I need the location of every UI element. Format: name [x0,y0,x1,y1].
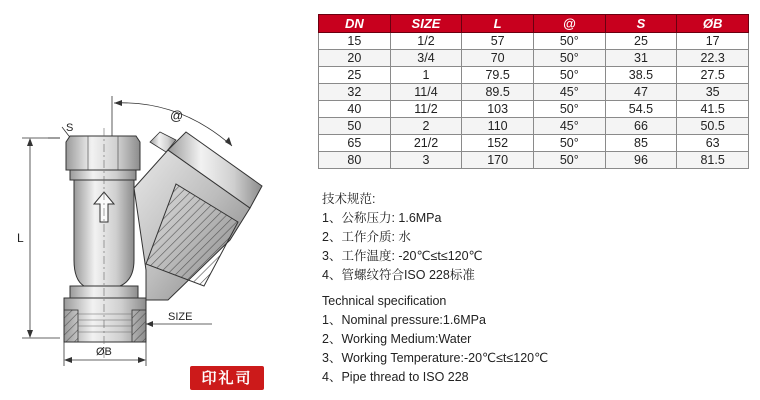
s-label: S [66,122,74,134]
table-cell: 20 [319,50,391,67]
header-s: S [605,15,677,33]
size-label: SIZE [168,311,193,323]
table-cell: 17 [677,33,749,50]
spec-table [318,14,749,169]
table-cell: 89.5 [462,84,534,101]
table-cell: 96 [605,152,677,169]
table-header-row [319,15,749,33]
diameter-dimension [64,342,146,366]
spec-english [322,292,548,387]
table-row [319,67,749,84]
table-cell: 35 [677,84,749,101]
table-cell: 22.3 [677,50,749,67]
table-cell: 50° [533,135,605,152]
table-cell: 81.5 [677,152,749,169]
header-angle: @ [533,15,605,33]
length-label: L [17,231,24,245]
header-dn: DN [319,15,391,33]
table-cell: 54.5 [605,101,677,118]
spec-english-item: 3、Working Temperature:-20℃≤t≤120℃ [322,351,549,365]
table-cell: 50.5 [677,118,749,135]
table-cell: 79.5 [462,67,534,84]
table-cell: 2 [390,118,462,135]
table-row [319,135,749,152]
table-cell: 3/4 [390,50,462,67]
table-cell: 21/2 [390,135,462,152]
table-cell: 70 [462,50,534,67]
table-cell: 50 [319,118,391,135]
header-l: L [462,15,534,33]
spec-chinese-item: 2、工作介质: 水 [322,230,411,244]
y-strainer-drawing [0,0,300,400]
spec-english-title: Technical specification [322,294,447,308]
table-cell: 110 [462,118,534,135]
table-cell: 65 [319,135,391,152]
spec-chinese-title: 技术规范: [322,192,376,206]
table-cell: 103 [462,101,534,118]
spec-english-item: 2、Working Medium:Water [322,332,472,346]
table-cell: 38.5 [605,67,677,84]
spec-english-item: 4、Pipe thread to ISO 228 [322,370,469,384]
spec-english-item: 1、Nominal pressure:1.6MPa [322,313,486,327]
seal-stamp: 印礼司 [190,366,264,390]
table-cell: 50° [533,152,605,169]
table-cell: 45° [533,118,605,135]
table-cell: 50° [533,50,605,67]
table-cell: 45° [533,84,605,101]
table-cell: 27.5 [677,67,749,84]
table-cell: 15 [319,33,391,50]
table-cell: 11/2 [390,101,462,118]
spec-chinese-item: 4、管螺纹符合ISO 228标准 [322,268,475,282]
table-row [319,118,749,135]
length-dimension [17,138,60,338]
table-cell: 85 [605,135,677,152]
table-cell: 50° [533,33,605,50]
strainer-body [64,128,262,358]
header-size: SIZE [390,15,462,33]
table-cell: 57 [462,33,534,50]
table-cell: 41.5 [677,101,749,118]
table-cell: 1/2 [390,33,462,50]
table-row [319,33,749,50]
table-cell: 63 [677,135,749,152]
diameter-label: ØB [96,346,112,358]
table-cell: 66 [605,118,677,135]
table-cell: 25 [319,67,391,84]
table-cell: 11/4 [390,84,462,101]
table-cell: 50° [533,67,605,84]
spec-chinese [322,190,483,285]
table-cell: 1 [390,67,462,84]
size-dimension [146,311,212,327]
table-cell: 32 [319,84,391,101]
table-cell: 170 [462,152,534,169]
table-cell: 80 [319,152,391,169]
angle-label: @ [170,108,184,123]
table-row [319,152,749,169]
table-cell: 47 [605,84,677,101]
spec-chinese-item: 3、工作温度: -20℃≤t≤120℃ [322,249,483,263]
header-diameter: ØB [677,15,749,33]
table-row [319,50,749,67]
table-cell: 40 [319,101,391,118]
table-row [319,84,749,101]
table-cell: 3 [390,152,462,169]
spec-chinese-item: 1、公称压力: 1.6MPa [322,211,442,225]
table-row [319,101,749,118]
table-cell: 31 [605,50,677,67]
table-cell: 25 [605,33,677,50]
table-cell: 152 [462,135,534,152]
table-cell: 50° [533,101,605,118]
